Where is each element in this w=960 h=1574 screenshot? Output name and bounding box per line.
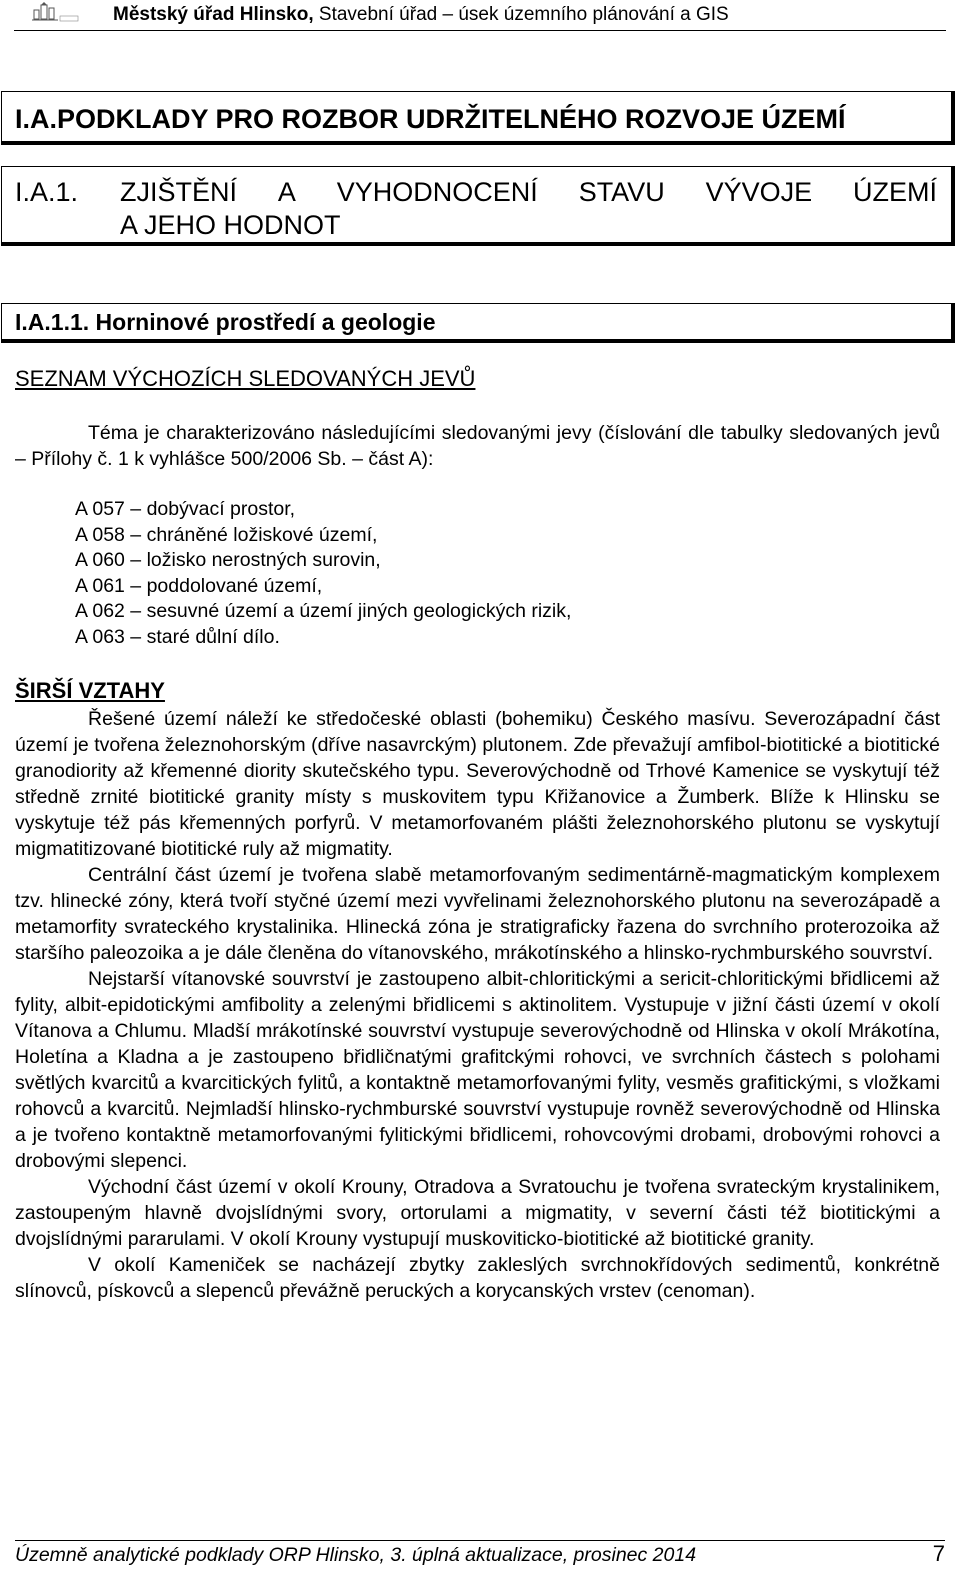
section-title-word: ZJIŠTĚNÍ <box>120 177 238 207</box>
paragraph: Východní část území v okolí Krouny, Otradova a Svratouchu je tvořena svrateckým krystalinikem, zastoupeným hlavně dvojslídnými svory, ortorulami a migmatity, v severní části též biotitickými a dvojslídnými pararulami. V okolí Krouny vystupují muskoviticko-biotitické až biotitické granity. <box>15 1176 940 1250</box>
header-office: Městský úřad Hlinsko, <box>113 4 314 25</box>
header-department: Stavební úřad – úsek územního plánování a GIS <box>313 4 729 25</box>
chapter-heading: I.A.PODKLADY PRO ROZBOR UDRŽITELNÉHO ROZVOJE ÚZEMÍ <box>15 104 846 134</box>
paragraph: Nejstarší vítanovské souvrství je zastoupeno albit-chloritickými a sericit-chloritickými břidlicemi až fylity, albit-epidotickými amfibolity a zelenými břidlicemi s aktinolitem. Vystupuje v jižní části území v okolí Vítanova a Chlumu. Mladší mrákotínské souvrství vystupuje severovýchodně od Hlinska v okolí Mrákotína, Holetína a Kladna a je zastoupeno břidličnatými grafitckými rohovci, ve svrchních částech s polohami světlých kvarcitů a kvarcitických fylitů, a kontaktně metamorfovanými fylity, vesměs grafitickými, s vložkami rohovců a kvarcitů. Nejmladší hlinsko-rychmburské souvrství vystupuje rovněž severovýchodně od Hlinska a je tvořeno kontaktně metamorfovanými fylitickými břidlicemi, rohovcovými drobami, drobovými rohovci a drobovými slepenci. <box>15 968 940 1172</box>
section-title-line1 <box>120 177 937 208</box>
intro-paragraph: Téma je charakterizováno následujícími sledovanými jevy (číslování dle tabulky sledovaných jevů – Přílohy č. 1 k vyhlášce 500/2006 Sb. – část A): <box>15 422 940 470</box>
header-title <box>113 4 729 26</box>
wider-relations-text <box>15 706 940 1304</box>
phenomena-heading: SEZNAM VÝCHOZÍCH SLEDOVANÝCH JEVŮ <box>15 366 476 391</box>
chapter-heading-box <box>1 91 955 145</box>
section-title-word: A <box>277 177 296 207</box>
subsection-heading <box>15 309 435 336</box>
subsection-title: Horninové prostředí a geologie <box>89 309 436 335</box>
section-heading-box <box>1 166 955 246</box>
section-title-word: VYHODNOCENÍ <box>336 177 538 207</box>
paragraph: Centrální část území je tvořena slabě metamorfovaným sedimentárně-magmatickým komplexem tzv. hlinecké zóny, která tvoří styčné území mezi vyvřelinami železnohorského plutonu na severozápadě a metamorfity svrateckého krystalinika. Hlinecká zóna je stratigraficky řazena do svrchního proterozoika až staršího paleozoika a je dále členěna do vítanovského, mrákotínského a hlinsko-rychmburského souvrství. <box>15 864 940 964</box>
city-logo-icon <box>32 2 80 24</box>
list-item: A 058 – chráněné ložiskové území, <box>75 523 378 546</box>
section-title-word: VÝVOJE <box>705 177 813 207</box>
phenomena-intro <box>15 420 940 472</box>
page-number: 7 <box>932 1541 945 1566</box>
footer-text: Územně analytické podklady ORP Hlinsko, 3. úplná aktualizace, prosinec 2014 <box>15 1544 697 1566</box>
list-item: A 057 – dobývací prostor, <box>75 498 296 520</box>
subsection-number: I.A.1.1. <box>15 309 90 335</box>
page-header <box>14 0 946 31</box>
paragraph: Řešené území náleží ke středočeské oblasti (bohemiku) Českého masívu. Severozápadní část území je tvořena železnohorským (dříve nasavrckým) plutonem. Zde převažují amfibol-biotitické a biotitické granodiority až křemenné diority skutečského typu. Severovýchodně od Trhové Kamenice se vyskytují též středně zrnité biotitické granity místy s muskovitem typu Křižanovice a Žumberk. Blíže k Hlinsku se vyskytuje též pás křemenných porfyrů. V metamorfovaném plášti železnohorského plutonu se vyskytují migmatitizované biotitické ruly až migmatity. <box>15 708 940 860</box>
section-title-line2: A JEHO HODNOT <box>120 210 341 240</box>
subsection-heading-box <box>1 303 955 343</box>
paragraph: V okolí Kameniček se nacházejí zbytky zakleslých svrchnokřídových sedimentů, konkrétně slínovců, pískovců a slepenců převážně peruckých a korycanských vrstev (cenoman). <box>15 1254 940 1302</box>
list-item: A 062 – sesuvné území a území jiných geologických rizik, <box>75 600 572 623</box>
page-footer <box>15 1540 945 1566</box>
list-item: A 060 – ložisko nerostných surovin, <box>75 549 381 572</box>
section-title-word: STAVU <box>578 177 665 207</box>
wider-relations-heading: ŠIRŠÍ VZTAHY <box>15 678 165 703</box>
list-item: A 063 – staré důlní dílo. <box>75 625 280 648</box>
section-title-word: ÚZEMÍ <box>853 177 937 207</box>
section-number: I.A.1. <box>15 177 79 207</box>
list-item: A 061 – poddolované území, <box>75 574 323 597</box>
phenomena-list <box>75 497 571 651</box>
